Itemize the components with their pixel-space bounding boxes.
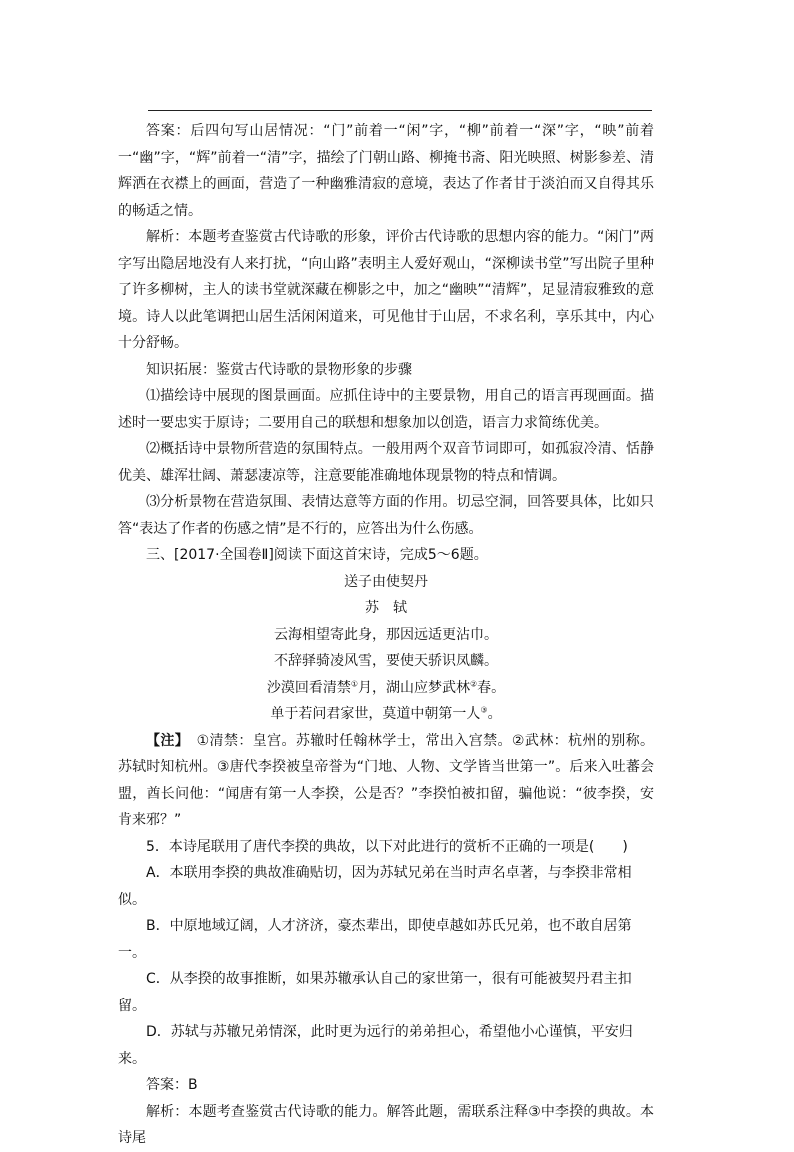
knowledge-item-2: ⑵概括诗中景物所营造的氛围特点。一般用两个双音节词即可，如孤寂冷清、恬静优美、雄浑壮阔、萧瑟凄凉等，注意要能准确地体现景物的特点和情调。: [118, 441, 654, 484]
note-text: ①清禁：皇宫。苏辙时任翰林学士，常出入宫禁。②武林：杭州的别称。苏轼时知杭州。③唐代李揆被皇帝誉为“门地、人物、文学皆当世第一”。后来入吐蕃会盟，酋长问他：“闻唐有第一人李揆，公是否？”李揆怕被扣留，骗他说：“彼李揆，安肯来邪？”: [118, 732, 655, 828]
question-5: 5．本诗尾联用了唐代李揆的典故，以下对此进行的赏析不正确的一项是( ): [146, 838, 628, 855]
option-a: A．本联用李揆的典故准确贴切，因为苏轼兄弟在当时声名卓著，与李揆非常相似。: [118, 865, 632, 908]
option-c: C．从李揆的故事推断，如果苏辙承认自己的家世第一，很有可能被契丹君主扣留。: [118, 971, 632, 1014]
footnote-marker-2: ②: [470, 678, 478, 688]
poem-line-4: 单于若问君家世，莫道中朝第一人③。: [270, 705, 502, 722]
poem-line-1: 云海相望寄此身，那因远适更沾巾。: [274, 626, 498, 643]
option-b: B．中原地域辽阔，人才济济，豪杰辈出，即使卓越如苏氏兄弟，也不敢自居第一。: [118, 918, 632, 961]
footnote-marker-1: ①: [350, 678, 358, 688]
knowledge-item-3: ⑶分析景物在营造氛围、表情达意等方面的作用。切忌空洞，回答要具体，比如只答“表达了作者的伤感之情”是不行的，应答出为什么伤感。: [118, 494, 654, 537]
poem-line-2: 不辞驿骑凌风雪，要使天骄识凤麟。: [274, 653, 498, 669]
document-body: [118, 118, 654, 1152]
poem-author: 苏 轼: [365, 600, 407, 616]
analysis-paragraph: 解析：本题考查鉴赏古代诗歌的形象，评价古代诗歌的思想内容的能力。“闲门”两字写出隐居地没有人来打扰，“向山路”表明主人爱好观山，“深柳读书堂”写出院子里种了许多柳树，主人的读书堂就深藏在柳影之中，加之“幽映”“清辉”，足显清寂雅致的意境。诗人以此笔调把山居生活闲闲道来，可见他甘于山居，不求名利，享乐其中，内心十分舒畅。: [118, 229, 654, 351]
knowledge-title: 知识拓展：鉴赏古代诗歌的景物形象的步骤: [146, 361, 412, 378]
knowledge-item-1: ⑴描绘诗中展现的图景画面。应抓住诗中的主要景物，用自己的语言再现画面。描述时一要忠实于原诗；二要用自己的联想和想象加以创造，语言力求简练优美。: [118, 388, 654, 431]
footnote-marker-3: ③: [480, 705, 488, 715]
option-d: D．苏轼与苏辙兄弟情深，此时更为远行的弟弟担心，希望他小心谨慎，平安归来。: [118, 1024, 633, 1067]
section-heading: 三、[2017·全国卷Ⅱ]阅读下面这首宋诗，完成5～6题。: [146, 547, 488, 563]
poem-title: 送子由使契丹: [344, 573, 428, 590]
answer-5: 答案：B: [146, 1077, 198, 1093]
analysis-5: 解析：本题考查鉴赏古代诗歌的能力。解答此题，需联系注释③中李揆的典故。本诗尾: [118, 1103, 654, 1146]
answer-paragraph: 答案：后四句写山居情况：“门”前着一“闲”字，“柳”前着一“深”字，“映”前着一“幽”字，“辉”前着一“清”字，描绘了门朝山路、柳掩书斋、阳光映照、树影参差、清辉洒在衣襟上的画面，营造了一种幽雅清寂的意境，表达了作者甘于淡泊而又自得其乐的畅适之情。: [118, 123, 654, 219]
notes-paragraph: [118, 728, 654, 834]
header-rule: [148, 110, 652, 111]
note-label: 【注】: [146, 732, 183, 749]
poem-line-3: 沙漠回看清禁①月，湖山应梦武林②春。: [266, 678, 506, 696]
